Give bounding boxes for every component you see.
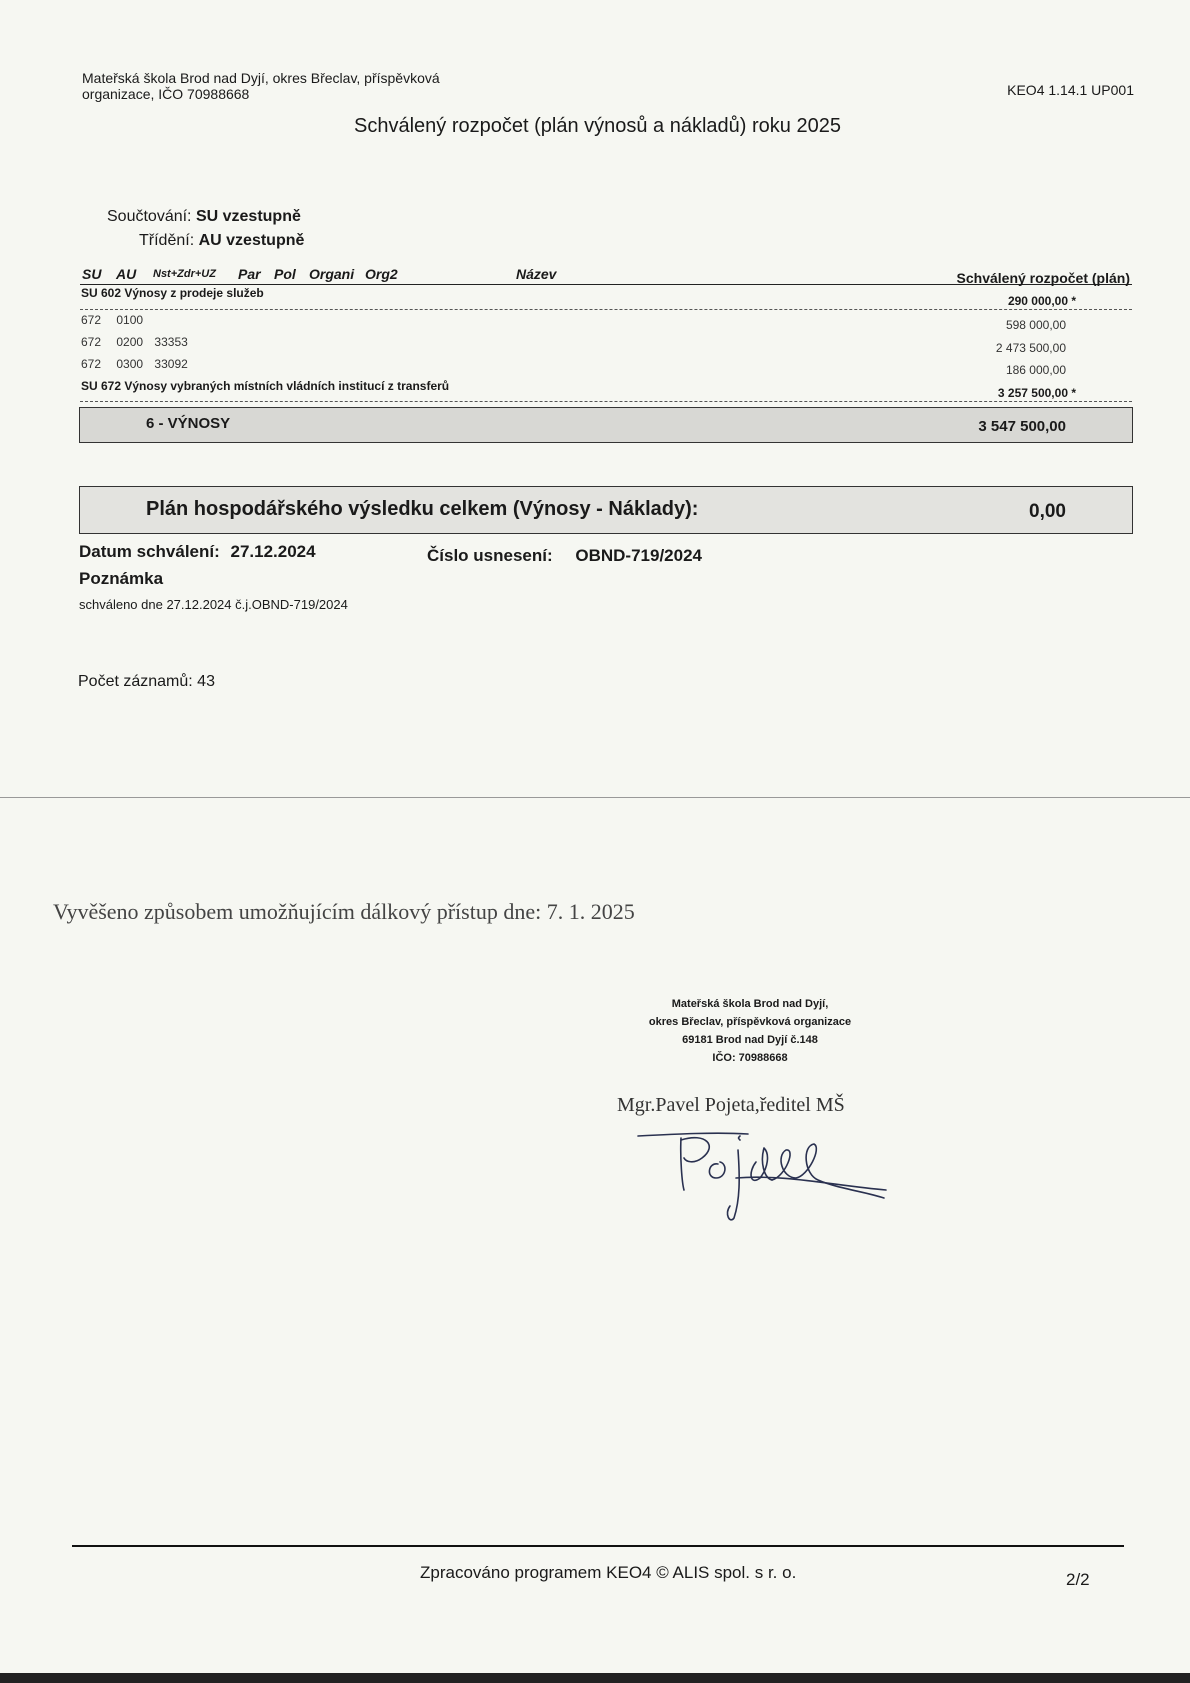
org-line-1: Mateřská škola Brod nad Dyjí, okres Břeclav, příspěvková (82, 70, 440, 86)
row-value: 598 000,00 (1005, 318, 1066, 332)
total-label: 6 - VÝNOSY (146, 415, 231, 432)
table-row (81, 313, 143, 327)
table-row (81, 357, 188, 371)
row-au: 0100 (116, 313, 144, 327)
row-nst: 33092 (154, 357, 188, 371)
stamp-line: IČO: 70988668 (712, 1052, 788, 1064)
footer-rule (72, 1545, 1124, 1547)
organization-name (82, 70, 502, 102)
sorting-value: AU vzestupně (198, 232, 305, 249)
organization-stamp (620, 995, 880, 1067)
note-heading: Poznámka (79, 569, 164, 588)
row-su: 672 (81, 313, 102, 327)
row-su: 672 (81, 357, 102, 371)
row-au: 0300 (116, 357, 144, 371)
report-code: KEO4 1.14.1 UP001 (1007, 82, 1134, 98)
page-divider (0, 797, 1190, 798)
row-value: 186 000,00 (1005, 363, 1066, 377)
signer-name: Mgr.Pavel Pojeta,ředitel MŠ (617, 1094, 845, 1116)
stamp-line: 69181 Brod nad Dyjí č.148 (682, 1034, 818, 1046)
col-au: AU (116, 266, 137, 282)
row-nst: 33353 (154, 335, 188, 349)
table-header (80, 262, 1132, 285)
sum-row-value: 3 257 500,00 * (997, 386, 1076, 400)
sum-row-label: SU 672 Výnosy vybraných místních vládních institucí z transferů (81, 379, 450, 393)
resolution-label: Číslo usnesení: (427, 546, 553, 565)
org-line-2: organizace, IČO 70988668 (82, 86, 250, 102)
posting-note: Vyvěšeno způsobem umožňujícím dálkový přístup dne: 7. 1. 2025 (53, 899, 635, 924)
sum-row-value: 290 000,00 * (1007, 294, 1076, 308)
page-number: 2/2 (1066, 1570, 1090, 1589)
row-value: 2 473 500,00 (995, 341, 1066, 355)
page-title: Schválený rozpočet (plán výnosů a nákladů) roku 2025 (354, 115, 841, 137)
footer-program: Zpracováno programem KEO4 © ALIS spol. s r. o. (420, 1563, 797, 1582)
total-value: 3 547 500,00 (978, 418, 1066, 435)
sorting-label: Třídění: (139, 232, 195, 249)
row-divider (80, 309, 1132, 310)
approval-date (79, 542, 316, 562)
signature-image (636, 1128, 896, 1228)
sorting-option (139, 232, 304, 250)
row-divider (80, 401, 1132, 402)
resolution-value: OBND-719/2024 (575, 546, 702, 565)
col-plan: Schválený rozpočet (plán) (956, 270, 1130, 286)
summing-value: SU vzestupně (195, 208, 301, 225)
col-par: Par (238, 266, 261, 282)
total-box (79, 407, 1133, 443)
col-pol: Pol (274, 266, 296, 282)
stamp-line: Mateřská škola Brod nad Dyjí, (671, 998, 829, 1010)
result-label: Plán hospodářského výsledku celkem (Výnosy - Náklady): (146, 498, 699, 520)
col-org2: Org2 (365, 266, 398, 282)
row-au: 0200 (116, 335, 144, 349)
note-text: schváleno dne 27.12.2024 č.j.OBND-719/2024 (79, 597, 348, 612)
summing-label: Součtování: (107, 208, 192, 225)
approval-date-value: 27.12.2024 (230, 542, 316, 561)
sum-row-label: SU 602 Výnosy z prodeje služeb (81, 286, 264, 300)
result-box (79, 486, 1133, 534)
table-row (81, 335, 188, 349)
stamp-line: okres Břeclav, příspěvková organizace (648, 1016, 852, 1028)
record-count: Počet záznamů: 43 (78, 673, 215, 690)
summing-option (107, 208, 301, 226)
col-su: SU (82, 266, 102, 282)
result-value: 0,00 (1029, 501, 1066, 522)
row-su: 672 (81, 335, 102, 349)
resolution-number (427, 546, 702, 566)
scan-edge (0, 1673, 1190, 1683)
col-nazev: Název (516, 266, 557, 282)
col-organi: Organi (309, 266, 355, 282)
approval-date-label: Datum schválení: (79, 542, 220, 561)
col-nst: Nst+Zdr+UZ (153, 268, 216, 280)
